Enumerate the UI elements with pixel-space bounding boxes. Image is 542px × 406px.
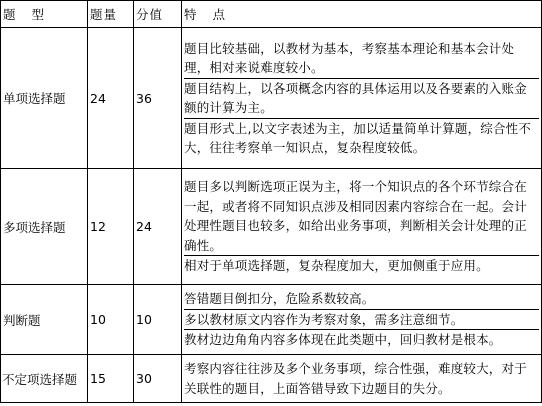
table-row (1, 28, 542, 169)
row-count: 24 (88, 28, 134, 169)
row-score: 30 (134, 355, 182, 403)
feature-line: 教材边边角角内容多体现在此类题中，回归教材是根本。 (184, 332, 502, 348)
row-type: 多项选择题 (1, 169, 88, 285)
feature-line: 考察内容往往涉及多个业务事项，综合性强，难度较大，对于关联性的题目，上面答错导致下边题目的失分。 (184, 361, 527, 396)
feature-line: 题目形式上,以文字表述为主，加以适量简单计算题，综合性不大，往往考察单一知识点，复杂程度较低。 (184, 120, 532, 155)
table-header-row (1, 1, 542, 28)
row-count: 15 (88, 355, 134, 403)
row-features (182, 169, 542, 285)
row-score: 24 (134, 169, 182, 285)
table-row (1, 169, 542, 285)
feature-line: 相对于单项选择题，复杂程度加大，更加侧重于应用。 (184, 258, 489, 274)
row-features (182, 285, 542, 355)
row-score: 10 (134, 285, 182, 355)
table-row (1, 355, 542, 403)
feature-line: 题目比较基础，以教材为基本，考察基本理论和基本会计处理，相对来说难度较小。 (184, 39, 539, 79)
feature-line: 题目多以判断选项正误为主，将一个知识点的各个环节综合在一起，或者将不同知识点涉及相同因素内容综合在一起。会计处理性题目也较多，如给出业务事项，判断相关会计处理的正确性。 (184, 177, 539, 256)
header-score: 分值 (134, 1, 182, 28)
header-type: 题 型 (1, 1, 88, 28)
row-features (182, 355, 542, 403)
row-type: 判断题 (1, 285, 88, 355)
row-score: 36 (134, 28, 182, 169)
row-type: 单项选择题 (1, 28, 88, 169)
row-features (182, 28, 542, 169)
feature-line: 题目结构上，以各项概念内容的具体运用以及各要素的入账金额的计算为主。 (184, 79, 539, 119)
feature-line: 答错题目倒扣分，危险系数较高。 (184, 289, 539, 310)
header-count: 题量 (88, 1, 134, 28)
row-type: 不定项选择题 (1, 355, 88, 403)
table-row (1, 285, 542, 355)
header-features: 特 点 (182, 1, 542, 28)
row-count: 12 (88, 169, 134, 285)
feature-line: 多以教材原文内容作为考察对象，需多注意细节。 (184, 310, 539, 331)
row-count: 10 (88, 285, 134, 355)
